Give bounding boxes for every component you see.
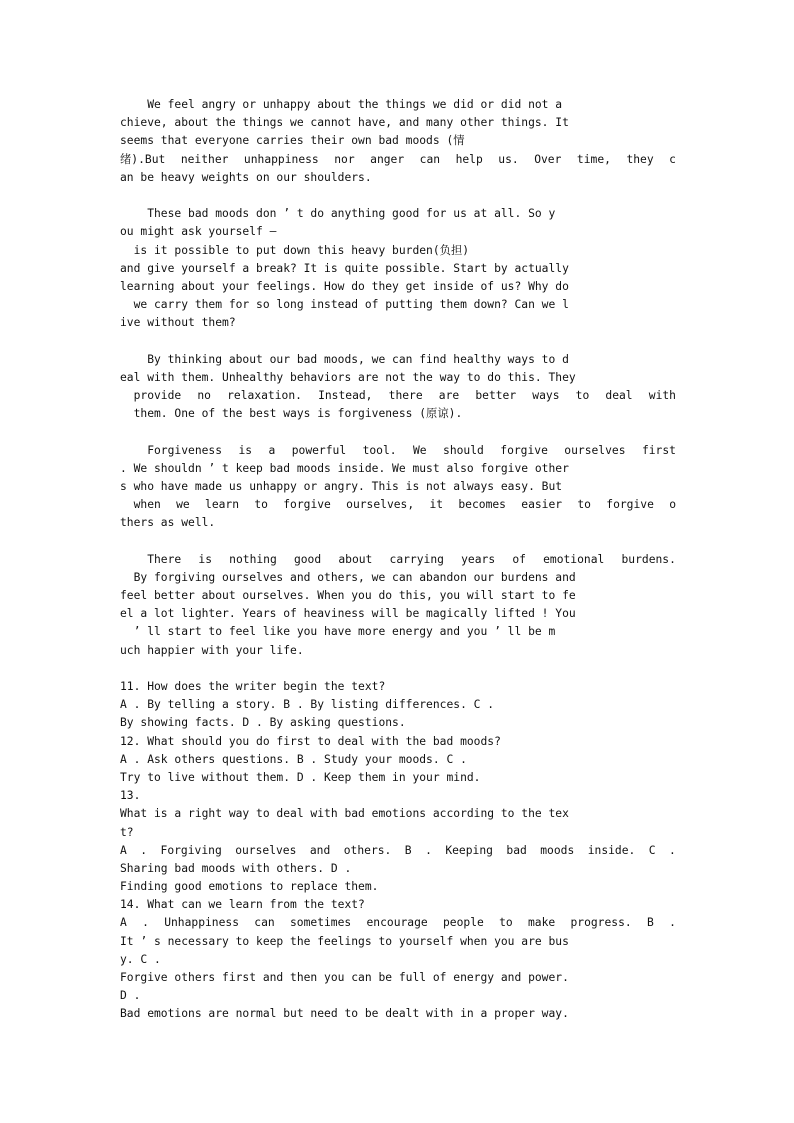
question-line: D .	[120, 989, 141, 1003]
passage-line: ive without them?	[120, 316, 236, 330]
document-page	[120, 96, 676, 1024]
question-line: Try to live without them. D . Keep them in your mind.	[120, 770, 481, 784]
passage-line: seems that everyone carries their own bad moods (情	[120, 134, 465, 148]
passage-line: thers as well.	[120, 516, 216, 530]
paragraph-gap	[120, 187, 676, 205]
passage-line: we carry them for so long instead of putting them down? Can we l	[120, 298, 569, 312]
question-line: It ’ s necessary to keep the feelings to yourself when you are bus	[120, 934, 569, 948]
paragraph-gap	[120, 423, 676, 441]
question-line: Forgive others first and then you can be full of energy and power.	[120, 971, 569, 984]
passage-line: is it possible to put down this heavy burden(负担)	[120, 243, 470, 257]
passage-line: ou might ask yourself —	[120, 225, 277, 239]
passage-line: when we learn to forgive ourselves, it becomes easier to forgive o	[120, 498, 676, 512]
question-line: Bad emotions are normal but need to be dealt with in a proper way.	[120, 1007, 569, 1021]
question-list	[120, 678, 676, 1024]
question-line: A . Unhappiness can sometimes encourage people to make progress. B .	[120, 916, 676, 930]
passage-line: learning about your feelings. How do they get inside of us? Why do	[120, 279, 569, 293]
passage-line: . We shouldn ’ t keep bad moods inside. We must also forgive other	[120, 461, 569, 475]
passage-line: By thinking about our bad moods, we can find healthy ways to d	[120, 352, 569, 366]
question-line: 12. What should you do first to deal with the bad moods?	[120, 734, 501, 748]
passage-line: 绪).But neither unhappiness nor anger can help us. Over time, they c	[120, 152, 676, 166]
passage-line: We feel angry or unhappy about the things we did or did not a	[120, 98, 563, 111]
question-line: By showing facts. D . By asking questions.	[120, 716, 406, 730]
section-gap	[120, 660, 676, 678]
question-line: Sharing bad moods with others. D .	[120, 861, 352, 875]
question-line: t?	[120, 825, 134, 839]
passage-line: chieve, about the things we cannot have, and many other things. It	[120, 116, 569, 130]
passage-line: uch happier with your life.	[120, 643, 304, 657]
passage-line: s who have made us unhappy or angry. This is not always easy. But	[120, 479, 563, 493]
passage-line: These bad moods don ’ t do anything good for us at all. So y	[120, 207, 556, 221]
question-line: A . By telling a story. B . By listing differences. C .	[120, 698, 495, 712]
question-line: y. C .	[120, 952, 161, 966]
passage-line: and give yourself a break? It is quite possible. Start by actually	[120, 261, 569, 275]
passage-line: Forgiveness is a powerful tool. We should forgive ourselves first	[120, 443, 676, 457]
question-line: What is a right way to deal with bad emotions according to the tex	[120, 807, 569, 821]
paragraph-gap	[120, 533, 676, 551]
passage-line: feel better about ourselves. When you do this, you will start to fe	[120, 589, 576, 603]
question-line: A . Ask others questions. B . Study your moods. C .	[120, 752, 467, 766]
passage-line: ’ ll start to feel like you have more energy and you ’ ll be m	[120, 625, 556, 639]
passage-line: an be heavy weights on our shoulders.	[120, 170, 372, 184]
passage-line: eal with them. Unhealthy behaviors are not the way to do this. They	[120, 370, 576, 384]
question-line: Finding good emotions to replace them.	[120, 880, 379, 894]
question-line: 14. What can we learn from the text?	[120, 898, 365, 912]
passage-line: el a lot lighter. Years of heaviness will be magically lifted ! You	[120, 607, 576, 621]
passage-line: them. One of the best ways is forgiveness (原谅).	[120, 407, 463, 421]
passage-line: There is nothing good about carrying years of emotional burdens.	[120, 552, 676, 566]
passage-line: provide no relaxation. Instead, there are better ways to deal with	[120, 389, 676, 402]
question-line: A . Forgiving ourselves and others. B . Keeping bad moods inside. C .	[120, 843, 676, 857]
reading-passage	[120, 96, 676, 660]
question-line: 13.	[120, 789, 141, 803]
paragraph-gap	[120, 332, 676, 350]
question-line: 11. How does the writer begin the text?	[120, 680, 386, 693]
passage-line: By forgiving ourselves and others, we can abandon our burdens and	[120, 570, 576, 584]
